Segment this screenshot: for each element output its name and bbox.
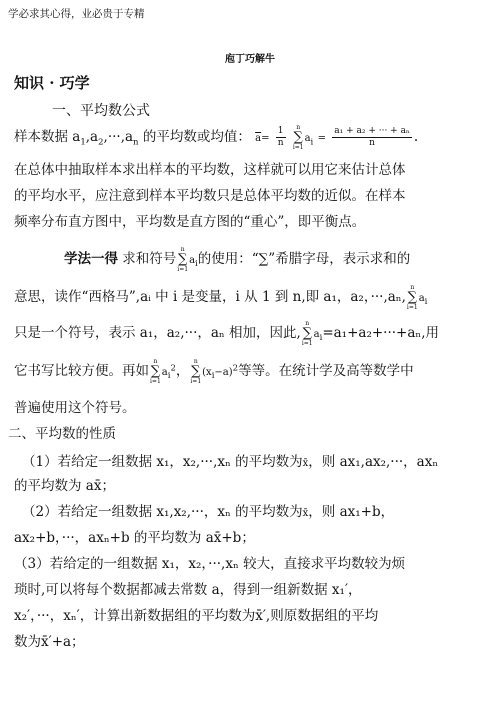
sigma-bottom: i=1	[301, 340, 313, 347]
prop-text: +b；	[221, 530, 255, 546]
property-1-line-1	[22, 452, 438, 474]
mean-symbol: x̄′	[41, 634, 52, 650]
mean-symbol: x̄	[302, 508, 309, 519]
property-3-line-2: 琐时,可以将每个数据都减去常数 a，得到一组新数据 x₁′，	[14, 582, 362, 598]
prop-text: ；	[101, 478, 115, 494]
prop-text: 的平均数为 a	[14, 478, 94, 494]
sigma-glyph: ∑	[178, 252, 188, 267]
property-3-line-1: （3）若给定的一组数据 x₁，x₂，···,xₙ 较大，直接求平均数较为烦	[14, 556, 406, 572]
prop-text: +a；	[51, 634, 85, 650]
property-3-line-3	[14, 606, 378, 626]
property-1-line-2	[14, 476, 115, 496]
property-2-line-1	[22, 502, 394, 524]
method-line-5: 普遍使用这个符号。	[14, 400, 136, 416]
method-text: ，	[175, 363, 190, 379]
sigma-bottom: i=1	[177, 266, 189, 273]
sigma-symbol	[150, 358, 161, 385]
sigma-top: n	[305, 320, 310, 327]
prop-text: （1）若给定一组数据 x₁，x₂,···,xₙ 的平均数为	[22, 454, 303, 470]
sigma-glyph: ∑	[293, 130, 303, 145]
method-text: 求和符号	[118, 251, 177, 267]
sigma-glyph: ∑	[150, 364, 161, 379]
paragraph-line: 的平均水平，应注意到样本平均数只是总体平均数的近似。在样本	[14, 188, 406, 204]
prop-text: ，则 ax₁,ax₂,···，axₙ	[308, 454, 439, 470]
section-heading-properties: 二、平均数的性质	[8, 426, 116, 442]
mean-symbol: x̄	[213, 530, 222, 546]
sigma-symbol	[190, 358, 201, 385]
mean-denominator: n	[369, 138, 375, 148]
prop-text: 数为	[14, 634, 41, 650]
mean-symbol: x̄′	[255, 608, 266, 624]
mean-fraction	[332, 126, 412, 149]
mean-numerator: a₁ + a₂ + ··· + aₙ	[334, 126, 410, 136]
sigma-glyph: ∑	[407, 290, 417, 305]
sigma-bottom: i=1	[406, 304, 418, 311]
mean-symbol: x̄	[302, 458, 309, 469]
sigma-bottom: i=1	[292, 144, 304, 151]
property-3-line-4	[14, 632, 85, 652]
formula-line: 样本数据 $a_1,a_2,\cdot\cdot\cdot,a_n$ 的平均数或均值： $\overline{a}=$ $\frac{1}{n}$ n ∑ i=1 $a_i$ = $\frac{\text{a₁ + a₂ + ··· + aₙ}}{n}$ .	[14, 124, 419, 151]
method-label: 学法一得	[64, 251, 118, 267]
formula-sep: ,a	[85, 129, 99, 145]
paragraph-line: 频率分布直方图中，平均数是直方图的“重心”，即平衡点。	[14, 214, 366, 230]
frac-den: n	[277, 138, 284, 148]
sigma-glyph: ∑	[191, 364, 201, 379]
formula-suffix: 的平均数或均值：	[138, 129, 251, 145]
subsection-mean-formula: 一、平均数公式	[52, 103, 150, 119]
method-text: =a₁+a₂+···+aₙ,用	[322, 325, 440, 341]
frac-num: 1	[277, 126, 284, 136]
sum-term: a	[304, 133, 311, 144]
formula-sep2: ,···,a	[103, 129, 134, 145]
sigma-glyph: ∑	[302, 326, 312, 341]
method-text: 它书写比较方便。再如	[14, 363, 149, 379]
sigma-top: n	[410, 284, 415, 291]
method-line-3: 只是一个符号，表示 a₁，a₂,···，aₙ 相加，因此, n ∑ i=1 $a_i=a_1+a_2+\cdot\cdot\cdot+a_n$,用	[14, 320, 440, 347]
sigma-symbol	[302, 320, 313, 347]
property-2-line-2	[14, 528, 255, 548]
section-heading-knowledge: 知识 · 巧学	[14, 74, 90, 92]
sigma-symbol	[293, 124, 304, 151]
prop-text: ,则原数据组的平均	[265, 608, 379, 624]
method-text: 等等。在统计学及高等数学中	[238, 363, 414, 379]
method-line-4: 它书写比较方便。再如 n ∑ i=1 $a_i^2$， n ∑ i=1 $(x_i-a)^2$等等。在统计学及高等数学中	[14, 358, 414, 385]
sigma-bottom: i=1	[150, 378, 161, 385]
equals-sign: =	[261, 133, 270, 144]
sigma-top: n	[180, 246, 185, 253]
sigma-symbol	[177, 246, 188, 273]
prop-text: ax₂+b，···，axₙ+b 的平均数为 a	[14, 530, 214, 546]
sigma-top: n	[193, 358, 198, 365]
method-text: 只是一个符号，表示 a₁，a₂,···，aₙ 相加，因此,	[14, 325, 301, 341]
sigma-top: n	[153, 358, 158, 365]
page-title: 庖丁巧解牛	[225, 54, 275, 65]
prop-text: x₂′，···，xₙ′，计算出新数据组的平均数为	[14, 608, 256, 624]
formula-prefix: 样本数据 a	[14, 129, 81, 145]
method-line-1: 学法一得 求和符号 n ∑ i=1 $a_i$的使用：“∑”希腊字母，表示求和的	[64, 246, 411, 273]
prop-text: （2）若给定一组数据 x₁,x₂,···，xₙ 的平均数为	[22, 504, 303, 520]
paragraph-line: 在总体中抽取样本求出样本的平均数，这样就可以用它来估计总体	[14, 162, 406, 178]
method-line-2: 意思，读作“西格马”,aᵢ 中 i 是变量，i 从 1 到 n,即 a₁，a₂，···,aₙ, n ∑ i=1 $a_i$	[14, 284, 428, 311]
method-text: 意思，读作“西格马”,aᵢ 中 i 是变量，i 从 1 到 n,即 a₁，a₂，···,aₙ,	[14, 289, 406, 305]
sigma-symbol	[407, 284, 418, 311]
sigma-top: n	[296, 124, 301, 131]
method-text: 的使用：“∑”希腊字母，表示求和的	[197, 251, 411, 267]
prop-text: ，则 ax₁+b，	[308, 504, 395, 520]
mean-symbol: x̄	[93, 478, 102, 494]
mean-symbol: $\overline{a}$	[255, 133, 262, 144]
sigma-bottom: i=1	[190, 378, 202, 385]
one-over-n	[276, 126, 286, 149]
page-header: 学必求其心得，业必贵于专精	[8, 8, 145, 20]
